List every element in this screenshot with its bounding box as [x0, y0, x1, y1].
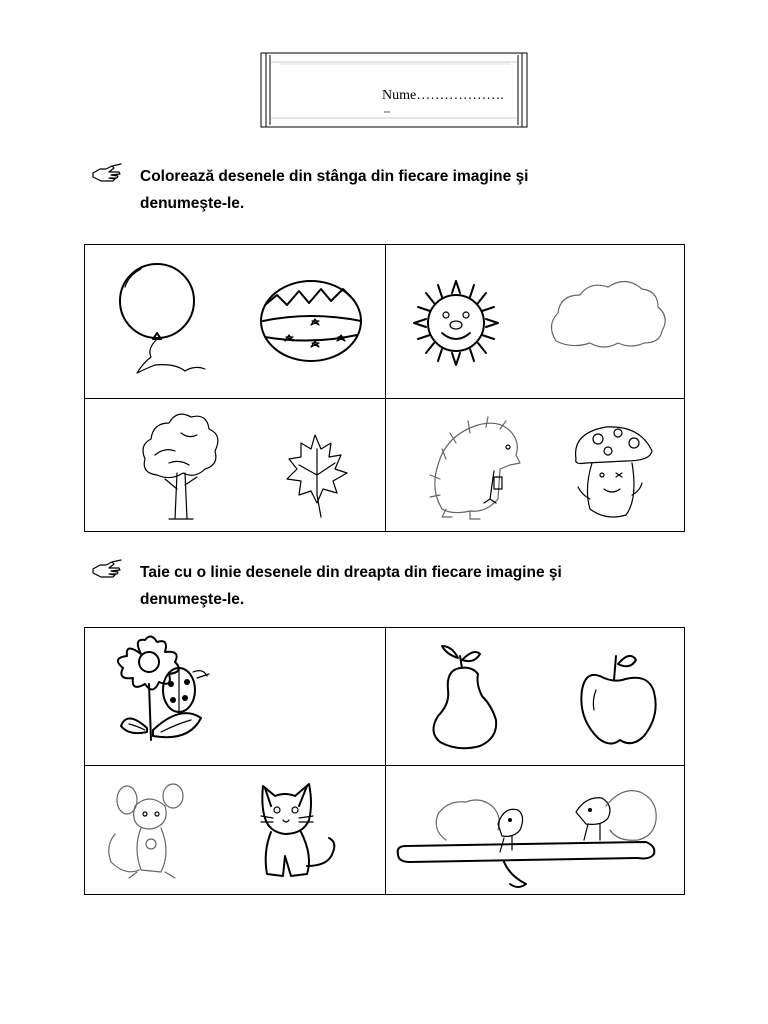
cell-sun-cloud — [386, 245, 685, 398]
instruction-1-line-1: Colorează desenele din stânga din fiecare imagine şi — [140, 168, 529, 185]
apple-drawing — [581, 656, 655, 744]
hedgehog-drawing — [430, 417, 520, 519]
picture-grid-1 — [84, 244, 685, 532]
cell-squirrels — [386, 766, 685, 895]
tree-drawing — [143, 414, 218, 519]
sun-drawing — [414, 281, 498, 365]
instruction-2-line-1: Taie cu o linie desenele din dreapta din fiecare imagine şi — [140, 564, 562, 581]
writing-hand-icon — [92, 163, 122, 183]
leaf-drawing — [287, 435, 347, 517]
cloud-drawing — [551, 281, 665, 347]
instruction-1-line-2: denumeşte-le. — [140, 195, 245, 212]
balloon-drawing — [120, 264, 205, 373]
squirrels-drawing — [398, 791, 657, 887]
pear-drawing — [433, 646, 496, 748]
name-field-label: Nume………………. — [382, 88, 504, 103]
flower-drawing — [118, 636, 209, 740]
ball-drawing — [261, 281, 361, 361]
cell-mouse-cat — [85, 766, 385, 895]
cell-balloon-ball — [85, 245, 385, 398]
writing-hand-icon — [92, 559, 122, 579]
mouse-drawing — [109, 784, 183, 878]
cell-flower — [85, 628, 385, 765]
picture-grid-2 — [84, 627, 685, 895]
mushroom-drawing — [576, 427, 652, 517]
cell-hedgehog-mushroom — [386, 399, 685, 532]
cell-tree-leaf — [85, 399, 385, 532]
cat-drawing — [261, 784, 334, 876]
instruction-2-line-2: denumeşte-le. — [140, 591, 245, 608]
cell-pear-apple — [386, 628, 685, 765]
